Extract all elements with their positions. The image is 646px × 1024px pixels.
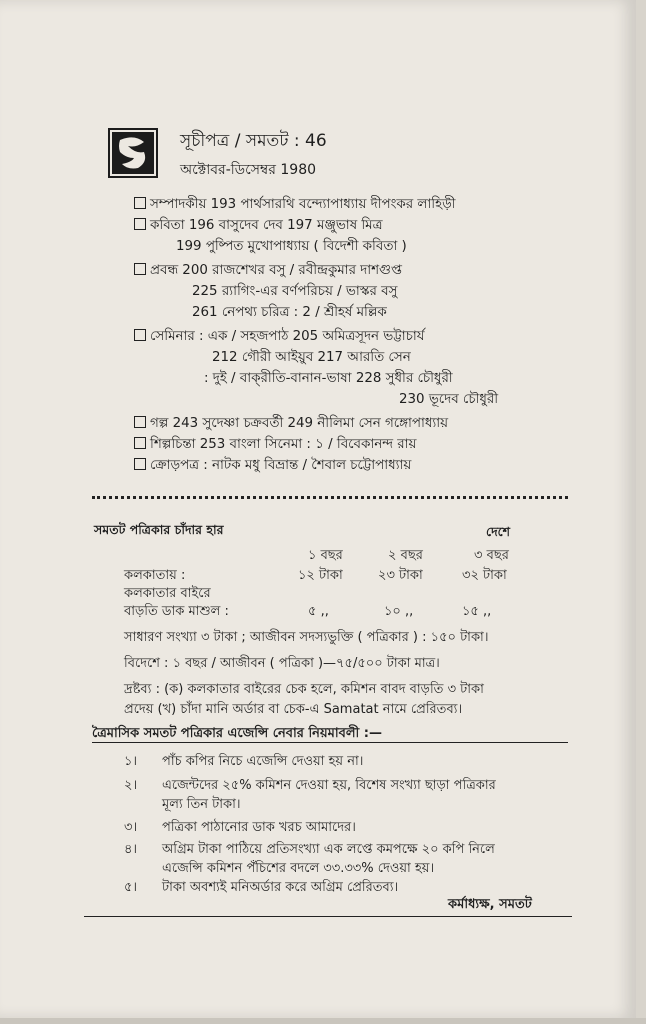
rate-cell: ১০ ,, [384,604,414,619]
rate-cell: ৫ ,, [308,604,329,619]
page-edge [636,0,646,1024]
rate-cell: ১২ টাকা [298,568,343,583]
rule-text: অগ্রিম টাকা পাঠিয়ে প্রতিসংখ্যা এক লপ্তে কমপক্ষে ২০ কপি নিলে [162,842,495,857]
page-edge-bottom [0,1018,646,1024]
samatat-logo [108,128,158,178]
dotted-divider [92,496,568,499]
issue-date: অক্টোবর-ডিসেম্বর 1980 [180,162,317,178]
contents-row: সেমিনার : এক / সহজপাঠ 205 অমিত্রসূদন ভট্টাচার্য [134,326,498,347]
rate-cell: ৩২ টাকা [462,568,507,583]
region-header: দেশে [486,524,511,539]
contents-row: গল্প 243 সুদেষ্ণা চক্রবর্তী 249 নীলিমা সেন গঙ্গোপাধ্যায় [134,413,498,434]
contents-row: ক্রোড়পত্র : নাটক মধু বিভ্রান্ত / শৈবাল চট্টোপাধ্যায় [134,455,498,476]
contents-row: শিল্পচিন্তা 253 বাংলা সিনেমা : ১ / বিবেকানন্দ রায় [134,434,498,455]
agency-title-rule [92,742,568,743]
page-title: সূচীপত্র / সমতট : 46 [180,131,327,151]
rule-text-cont: মূল্য তিন টাকা। [162,797,241,812]
abroad-rate-text: বিদেশে : ১ বছর / আজীবন ( পত্রিকা )—৭৫/৫০০ টাকা মাত্র। [124,656,440,671]
checkbox-icon [134,458,146,470]
rule-text: পত্রিকা পাঠানোর ডাক খরচ আমাদের। [162,820,356,835]
rate-label: কলকাতায় : [124,568,186,583]
rate-label: বাড়তি ডাক মাশুল : [124,604,229,619]
checkbox-icon [134,416,146,428]
note-line: দ্রষ্টব্য : (ক) কলকাতার বাইরের চেক হলে, কমিশন বাবদ বাড়তি ৩ টাকা [124,682,484,697]
contents-row: 261 নেপথ্য চরিত্র : 2 / শ্রীহর্ষ মল্লিক [192,305,387,320]
contents-row: কবিতা 196 বাসুদেব দেব 197 মঞ্জুভাষ মিত্র [134,215,498,236]
subscription-title: সমতট পত্রিকার চাঁদার হার [94,522,224,537]
checkbox-icon [134,329,146,341]
rule-number: ৪। [124,842,138,857]
checkbox-icon [134,437,146,449]
agency-title: ত্রৈমাসিক সমতট পত্রিকার এজেন্সি নেবার নিয়মাবলী :— [92,726,382,741]
contents-row: 212 গৌরী আইয়ুব 217 আরতি সেন [212,350,411,365]
column-header: ৩ বছর [474,548,509,563]
column-header: ২ বছর [388,548,423,563]
rule-text-cont: এজেন্সি কমিশন পঁচিশের বদলে ৩৩.৩৩% দেওয়া হয়। [162,861,435,876]
rule-number: ২। [124,778,138,793]
contents-row: 199 পুষ্পিত মুখোপাধ্যায় ( বিদেশী কবিতা ) [176,239,407,254]
rate-cell: ১৫ ,, [462,604,492,619]
rule-number: ১। [124,754,138,769]
note-line: প্রদেয় (খ) চাঁদা মানি অর্ডার বা চেক-এ Samatat নামে প্রেরিতব্য। [124,702,463,717]
rule-text: টাকা অবশ্যই মনিঅর্ডার করে অগ্রিম প্রেরিতব্য। [162,880,399,895]
rate-label: কলকাতার বাইরে [124,586,211,601]
contents-row: 225 র‍্যাগিং-এর বর্ণপরিচয় / ভাস্কর বসু [192,284,398,299]
rule-number: ৫। [124,880,138,895]
rate-cell: ২৩ টাকা [378,568,423,583]
general-rate-text: সাধারণ সংখ্যা ৩ টাকা ; আজীবন সদস্যভুক্তি ( পত্রিকার ) : ১৫০ টাকা। [124,630,489,645]
checkbox-icon [134,197,146,209]
contents-row: প্রবন্ধ 200 রাজশেখর বসু / রবীন্দ্রকুমার দাশগুপ্ত [134,260,498,281]
rule-text: পাঁচ কপির নিচে এজেন্সি দেওয়া হয় না। [162,754,364,769]
contents-row: 230 ভূদেব চৌধুরী [399,392,499,407]
contents-row: : দুই / বাক্‌রীতি-বানান-ভাষা 228 সুধীর চৌধুরী [204,371,453,386]
signature: কর্মাধ্যক্ষ, সমতট [448,897,532,912]
column-header: ১ বছর [308,548,343,563]
bottom-rule [84,916,572,917]
contents-list [134,194,498,476]
rule-text: এজেন্টদের ২৫% কমিশন দেওয়া হয়, বিশেষ সংখ্যা ছাড়া পত্রিকার [162,778,496,793]
rule-number: ৩। [124,820,138,835]
contents-row: সম্পাদকীয় 193 পার্থসারথি বন্দ্যোপাধ্যায় দীপংকর লাহিড়ী [134,194,498,215]
checkbox-icon [134,218,146,230]
checkbox-icon [134,263,146,275]
